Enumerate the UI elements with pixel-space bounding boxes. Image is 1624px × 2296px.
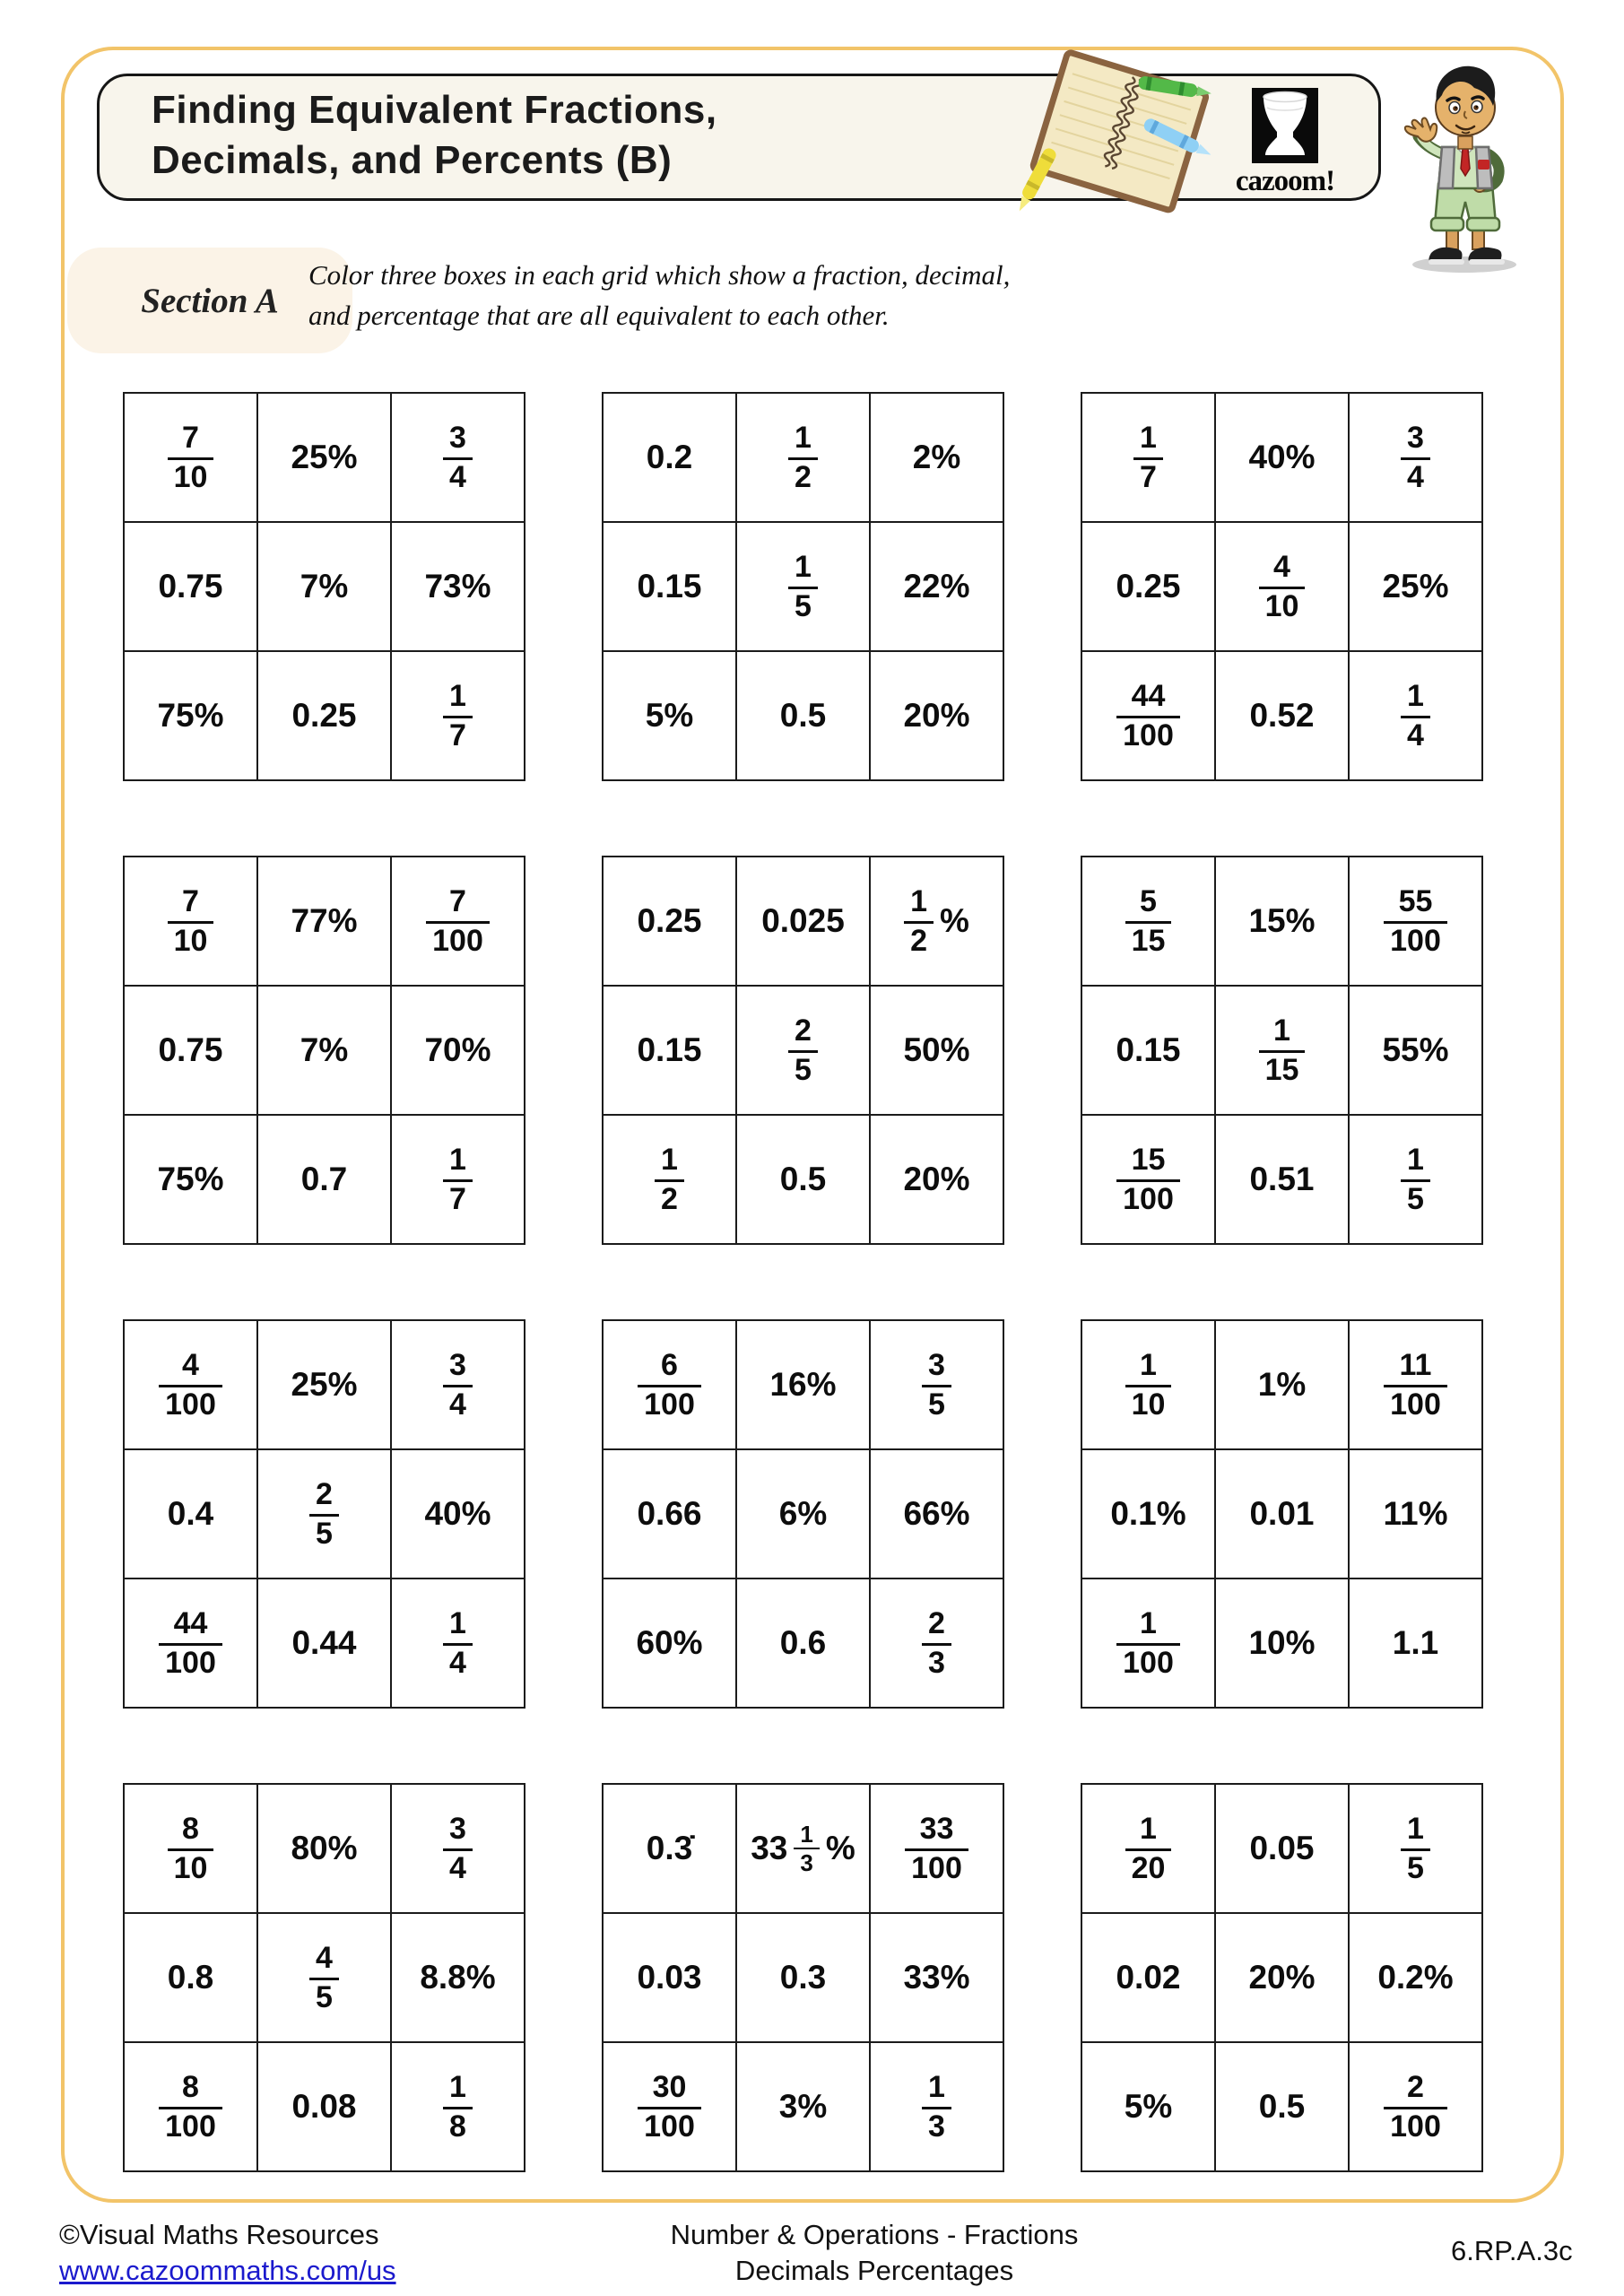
grid-cell[interactable] [257, 522, 391, 651]
grid-cell[interactable] [391, 651, 525, 780]
cell-value: 0.7 [300, 1161, 348, 1197]
grid-row [1081, 1320, 1482, 1449]
fraction-value: $\frac{1}{100}$ [1116, 1607, 1180, 1679]
grid-row [1081, 986, 1482, 1115]
equivalence-grid-5 [602, 856, 1004, 1245]
grid-cell[interactable] [736, 857, 870, 986]
grid-cell[interactable] [257, 1449, 391, 1578]
grid-cell[interactable] [870, 651, 1003, 780]
fraction-value: $\frac{44}{100}$ [159, 1607, 222, 1679]
grid-row [1081, 1784, 1482, 1913]
grid-cell[interactable] [257, 651, 391, 780]
grid-cell[interactable] [736, 1913, 870, 2042]
cell-value: 0.1% [1110, 1495, 1186, 1532]
grid-cell[interactable] [1081, 986, 1215, 1115]
cell-value: 0.5 [1258, 2088, 1306, 2125]
grid-cell[interactable] [1349, 1578, 1482, 1708]
cell-value: 0.25 [291, 697, 357, 734]
grid-cell[interactable] [391, 1449, 525, 1578]
section-a-text: Section A [141, 281, 279, 320]
grid-row [603, 651, 1003, 780]
instruction-line1: Color three boxes in each grid which show a fraction, decimal, [308, 259, 1011, 291]
grid-cell[interactable] [257, 1784, 391, 1913]
grid-cell[interactable] [124, 1115, 257, 1244]
grid-cell[interactable] [1349, 1320, 1482, 1449]
cell-value: 77% [291, 902, 358, 939]
cell-value: 0.25 [1116, 568, 1181, 604]
grid-row [124, 2042, 525, 2171]
notebook-illustration [1012, 47, 1236, 226]
grid-row [603, 1784, 1003, 1913]
fraction-value: $\frac{11}{100}$ [1384, 1349, 1447, 1421]
grid-row [124, 1449, 525, 1578]
cell-value: 5% [1124, 2088, 1173, 2125]
cell-value: 33% [903, 1959, 970, 1996]
grid-cell[interactable] [391, 1115, 525, 1244]
cell-value: 20% [1248, 1959, 1316, 1996]
grid-cell[interactable] [391, 1784, 525, 1913]
fraction-value: $\frac{6}{100}$ [638, 1349, 701, 1421]
grid-cell[interactable] [736, 393, 870, 522]
cell-value: 75% [157, 1161, 224, 1197]
grid-cell[interactable] [736, 1115, 870, 1244]
grid-cell[interactable] [603, 2042, 736, 2171]
grid-row [603, 1449, 1003, 1578]
cell-value: 0.5 [779, 1161, 827, 1197]
grid-cell[interactable] [870, 1578, 1003, 1708]
instruction-line2: and percentage that are all equivalent to each other. [308, 300, 890, 331]
grid-row [124, 986, 525, 1115]
grid-cell[interactable] [736, 1578, 870, 1708]
grid-cell[interactable] [1215, 522, 1349, 651]
cell-value: 5% [645, 697, 694, 734]
grid-cell[interactable] [257, 986, 391, 1115]
cell-value: 25% [291, 1366, 358, 1403]
grid-cell[interactable] [603, 857, 736, 986]
fraction-value: $\frac{2}{3}$ [922, 1607, 951, 1679]
grid-cell[interactable] [736, 651, 870, 780]
grid-cell[interactable] [736, 1784, 870, 1913]
grid-cell[interactable] [736, 1320, 870, 1449]
fraction-value: $\frac{1}{3}$ [922, 2071, 951, 2143]
grid-cell[interactable] [736, 986, 870, 1115]
grid-row [603, 1320, 1003, 1449]
cell-value: 6% [778, 1495, 828, 1532]
page-title [152, 85, 717, 186]
cell-value: 40% [424, 1495, 491, 1532]
equivalence-grid-12 [1081, 1783, 1483, 2172]
grid-row [1081, 2042, 1482, 2171]
footer-topic-line2: Decimals Percentages [734, 2255, 1014, 2286]
grid-cell[interactable] [391, 393, 525, 522]
fraction-value: $\frac{1}{5}$ [1401, 1144, 1430, 1215]
cell-value: 70% [424, 1031, 491, 1068]
grid-cell[interactable] [124, 522, 257, 651]
grid-cell[interactable] [1215, 651, 1349, 780]
fraction-value: $\frac{30}{100}$ [638, 2071, 701, 2143]
equivalence-grid-4 [123, 856, 525, 1245]
cell-value: 0.4 [167, 1495, 214, 1532]
fraction-value: $\frac{8}{10}$ [168, 1813, 214, 1884]
footer-center [671, 2217, 1079, 2289]
grid-cell[interactable] [1081, 522, 1215, 651]
grid-cell[interactable] [257, 2042, 391, 2171]
equivalence-grid-7 [123, 1319, 525, 1709]
cell-value: 7% [300, 1031, 349, 1068]
grid-row [124, 1115, 525, 1244]
grid-cell[interactable] [1349, 986, 1482, 1115]
grid-cell[interactable] [391, 986, 525, 1115]
cell-value: 0.6 [779, 1624, 827, 1661]
grid-cell[interactable] [603, 1115, 736, 1244]
grid-row [124, 1784, 525, 1913]
cell-value: 55% [1382, 1031, 1449, 1068]
grid-cell[interactable] [1349, 1449, 1482, 1578]
cell-value: 16% [769, 1366, 837, 1403]
grid-cell[interactable] [1215, 986, 1349, 1115]
cell-value: 0.03 [637, 1959, 702, 1996]
cell-value: % [940, 902, 969, 939]
grid-cell[interactable] [1081, 2042, 1215, 2171]
grid-cell[interactable] [257, 1115, 391, 1244]
grid-cell[interactable] [391, 1578, 525, 1708]
cell-value: 20% [903, 697, 970, 734]
fraction-value: $\frac{1}{20}$ [1125, 1813, 1172, 1884]
grid-cell[interactable] [870, 1115, 1003, 1244]
cell-value: 2% [912, 439, 961, 475]
grid-cell[interactable] [1081, 393, 1215, 522]
fraction-value: $\frac{4}{10}$ [1259, 551, 1306, 622]
grid-cell[interactable] [257, 1578, 391, 1708]
cell-value: 0.66 [637, 1495, 702, 1532]
grid-cell[interactable] [870, 1913, 1003, 2042]
equivalence-grid-8 [602, 1319, 1004, 1709]
grid-cell[interactable] [124, 1578, 257, 1708]
grid-cell[interactable] [1349, 857, 1482, 986]
fraction-value: $\frac{8}{100}$ [159, 2071, 222, 2143]
cell-value: 22% [903, 568, 970, 604]
grid-cell[interactable] [736, 522, 870, 651]
fraction-value: $\frac{1}{4}$ [1401, 680, 1430, 752]
fraction-value: $\frac{1}{8}$ [443, 2071, 473, 2143]
fraction-value: $\frac{7}{10}$ [168, 885, 214, 957]
grid-row [1081, 651, 1482, 780]
fraction-value: $\frac{15}{100}$ [1116, 1144, 1180, 1215]
grid-cell[interactable] [124, 393, 257, 522]
fraction-value: $\frac{7}{100}$ [426, 885, 490, 957]
fraction-value: $\frac{1}{7}$ [443, 1144, 473, 1215]
cell-value: 0.3 [779, 1959, 827, 1996]
grid-row [124, 651, 525, 780]
grid-cell[interactable] [1349, 393, 1482, 522]
grid-cell[interactable] [870, 857, 1003, 986]
grid-cell[interactable] [124, 1913, 257, 2042]
grid-cell[interactable] [1215, 393, 1349, 522]
standard-code: 6.RP.A.3c [1451, 2235, 1573, 2266]
grid-cell[interactable] [1081, 1320, 1215, 1449]
grid-row [603, 522, 1003, 651]
grid-row [603, 986, 1003, 1115]
fraction-value: $\frac{3}{4}$ [1401, 422, 1430, 493]
grid-cell[interactable] [870, 986, 1003, 1115]
cell-value: 80% [291, 1830, 358, 1866]
grid-row [124, 1913, 525, 2042]
equivalence-grid-2 [602, 392, 1004, 781]
grid-row [124, 1320, 525, 1449]
grid-cell[interactable] [1215, 1784, 1349, 1913]
equivalence-grid-10 [123, 1783, 525, 2172]
grid-row [1081, 522, 1482, 651]
grid-cell[interactable] [391, 857, 525, 986]
grid-cell[interactable] [1215, 1578, 1349, 1708]
fraction-value: $\frac{1}{5}$ [1401, 1813, 1430, 1884]
cell-value: 25% [1382, 568, 1449, 604]
grid-cell[interactable] [1081, 857, 1215, 986]
cell-value: 60% [636, 1624, 703, 1661]
grid-row [603, 393, 1003, 522]
grid-cell[interactable] [391, 1913, 525, 2042]
cell-value: 1% [1257, 1366, 1307, 1403]
cell-value: 0.05 [1249, 1830, 1315, 1866]
footer-topic-line1: Number & Operations - Fractions [670, 2219, 1079, 2250]
grid-cell[interactable] [1349, 1784, 1482, 1913]
grid-cell[interactable] [870, 1449, 1003, 1578]
fraction-value: $\frac{1}{15}$ [1259, 1014, 1306, 1086]
grid-cell[interactable] [1081, 1784, 1215, 1913]
grid-cell[interactable] [1081, 1449, 1215, 1578]
grid-cell[interactable] [124, 1449, 257, 1578]
grid-row [1081, 1913, 1482, 2042]
equivalence-grid-3 [1081, 392, 1483, 781]
fraction-value: $\frac{3}{5}$ [922, 1349, 951, 1421]
fraction-value: $\frac{4}{100}$ [159, 1349, 222, 1421]
cell-value: 0.08 [291, 2088, 357, 2125]
fraction-value: $\frac{55}{100}$ [1384, 885, 1447, 957]
grid-cell[interactable] [124, 857, 257, 986]
grid-cell[interactable] [391, 2042, 525, 2171]
footer-left [59, 2217, 396, 2289]
cell-value: 40% [1248, 439, 1316, 475]
page-title-line1: Finding Equivalent Fractions, [152, 88, 717, 132]
fraction-value: $\frac{1}{4}$ [443, 1607, 473, 1679]
fraction-value: $\frac{7}{10}$ [168, 422, 214, 493]
grid-cell[interactable] [124, 1784, 257, 1913]
cell-value: 66% [903, 1495, 970, 1532]
cell-value: 0.75 [158, 568, 223, 604]
grid-cell[interactable] [603, 522, 736, 651]
fraction-value: $\frac{1}{2}$ [904, 885, 934, 957]
fraction-value: $\frac{33}{100}$ [905, 1813, 968, 1884]
grid-cell[interactable] [603, 1913, 736, 2042]
grid-cell[interactable] [1215, 857, 1349, 986]
cell-value: 0.01 [1249, 1495, 1315, 1532]
grid-cell[interactable] [391, 522, 525, 651]
page-title-line2: Decimals, and Percents (B) [152, 138, 673, 182]
cell-value: 0.3̇ [646, 1830, 693, 1866]
grid-cell[interactable] [736, 2042, 870, 2171]
grid-cell[interactable] [1349, 1913, 1482, 2042]
fraction-value: $\frac{1}{2}$ [788, 422, 818, 493]
grid-cell[interactable] [124, 1320, 257, 1449]
cell-value: 0.15 [637, 568, 702, 604]
grid-cell[interactable] [1215, 1320, 1349, 1449]
fraction-value: $\frac{2}{5}$ [788, 1014, 818, 1086]
fraction-value: $\frac{1}{3}$ [794, 1822, 819, 1874]
grid-cell[interactable] [1349, 651, 1482, 780]
grid-row [1081, 857, 1482, 986]
grid-cell[interactable] [124, 2042, 257, 2171]
fraction-value: $\frac{1}{10}$ [1125, 1349, 1172, 1421]
grid-row [1081, 393, 1482, 522]
grid-cell[interactable] [1215, 2042, 1349, 2171]
cazoom-logo-text: cazoom! [1235, 165, 1335, 197]
grid-row [124, 393, 525, 522]
fraction-value: $\frac{5}{15}$ [1125, 885, 1172, 957]
grid-cell[interactable] [1349, 522, 1482, 651]
grid-cell[interactable] [870, 1320, 1003, 1449]
grid-row [1081, 1115, 1482, 1244]
cell-value: 0.8 [167, 1959, 214, 1996]
grid-row [603, 1913, 1003, 2042]
fraction-value: $\frac{4}{5}$ [309, 1942, 339, 2013]
cell-value: 10% [1248, 1624, 1316, 1661]
cell-value: 0.25 [637, 902, 702, 939]
grid-row [603, 857, 1003, 986]
grid-row [603, 1115, 1003, 1244]
cell-value: 3% [778, 2088, 828, 2125]
grid-cell[interactable] [870, 522, 1003, 651]
fraction-value: $\frac{2}{5}$ [309, 1478, 339, 1550]
grid-cell[interactable] [603, 1449, 736, 1578]
grid-cell[interactable] [1215, 1115, 1349, 1244]
cell-value: 33 [751, 1830, 788, 1866]
cell-value: 75% [157, 697, 224, 734]
grid-cell[interactable] [391, 1320, 525, 1449]
fraction-value: $\frac{2}{100}$ [1384, 2071, 1447, 2143]
cell-value: 8.8% [420, 1959, 496, 1996]
grid-cell[interactable] [603, 651, 736, 780]
equivalence-grid-6 [1081, 856, 1483, 1245]
equivalence-grid-1 [123, 392, 525, 781]
grid-row [124, 1578, 525, 1708]
equivalence-grid-11 [602, 1783, 1004, 2172]
instructions [308, 255, 1313, 335]
cell-value: 25% [291, 439, 358, 475]
grid-cell[interactable] [1081, 1578, 1215, 1708]
fraction-value: $\frac{1}{5}$ [788, 551, 818, 622]
grid-cell[interactable] [870, 2042, 1003, 2171]
cell-value: 0.02 [1116, 1959, 1181, 1996]
cell-value: 0.75 [158, 1031, 223, 1068]
cell-value: 0.51 [1249, 1161, 1315, 1197]
boy-illustration [1388, 54, 1536, 278]
equivalence-grid-9 [1081, 1319, 1483, 1709]
grid-cell[interactable] [1349, 1115, 1482, 1244]
grid-cell[interactable] [1215, 1449, 1349, 1578]
grid-cell[interactable] [870, 393, 1003, 522]
grids [123, 392, 1476, 2172]
cell-value: 1.1 [1392, 1624, 1439, 1661]
cell-value: 7% [300, 568, 349, 604]
cell-value: 0.2% [1377, 1959, 1454, 1996]
grid-row [1081, 1578, 1482, 1708]
cell-value: 50% [903, 1031, 970, 1068]
cell-value: 0.5 [779, 697, 827, 734]
grid-cell[interactable] [257, 1320, 391, 1449]
cell-value: 0.2 [646, 439, 693, 475]
grid-row [124, 857, 525, 986]
grid-cell[interactable] [603, 1578, 736, 1708]
grid-cell[interactable] [603, 986, 736, 1115]
cell-value: 0.15 [637, 1031, 702, 1068]
grid-cell[interactable] [736, 1449, 870, 1578]
grid-cell[interactable] [124, 651, 257, 780]
cell-value: 0.52 [1249, 697, 1315, 734]
fraction-value: $\frac{3}{4}$ [443, 422, 473, 493]
cazoom-logo [1218, 88, 1352, 198]
grid-cell[interactable] [1215, 1913, 1349, 2042]
grid-cell[interactable] [1081, 1913, 1215, 2042]
fraction-value: $\frac{1}{2}$ [655, 1144, 684, 1215]
cell-value: 0.15 [1116, 1031, 1181, 1068]
fraction-value: $\frac{1}{7}$ [443, 680, 473, 752]
cazoom-link[interactable]: www.cazoommaths.com/us [59, 2255, 396, 2286]
grid-cell[interactable] [257, 1913, 391, 2042]
grid-row [124, 522, 525, 651]
cell-value: 15% [1248, 902, 1316, 939]
cell-value: 0.44 [291, 1624, 357, 1661]
cazoom-drum-icon [1252, 88, 1318, 163]
fraction-value: $\frac{44}{100}$ [1116, 680, 1180, 752]
grid-cell[interactable] [257, 857, 391, 986]
cell-value: % [825, 1830, 855, 1866]
grid-cell[interactable] [870, 1784, 1003, 1913]
grid-cell[interactable] [603, 1784, 736, 1913]
grid-cell[interactable] [1349, 2042, 1482, 2171]
grid-cell[interactable] [603, 393, 736, 522]
grid-cell[interactable] [257, 393, 391, 522]
grid-row [1081, 1449, 1482, 1578]
fraction-value: $\frac{3}{4}$ [443, 1813, 473, 1884]
grid-row [603, 2042, 1003, 2171]
fraction-value: $\frac{1}{7}$ [1133, 422, 1163, 493]
grid-cell[interactable] [603, 1320, 736, 1449]
grid-cell[interactable] [1081, 1115, 1215, 1244]
cell-value: 73% [424, 568, 491, 604]
grid-row [603, 1578, 1003, 1708]
grid-cell[interactable] [1081, 651, 1215, 780]
copyright-text: ©Visual Maths Resources [59, 2219, 379, 2250]
fraction-value: $\frac{3}{4}$ [443, 1349, 473, 1421]
grid-cell[interactable] [124, 986, 257, 1115]
cell-value: 0.025 [761, 902, 845, 939]
cell-value: 11% [1383, 1495, 1448, 1532]
cell-value: 20% [903, 1161, 970, 1197]
